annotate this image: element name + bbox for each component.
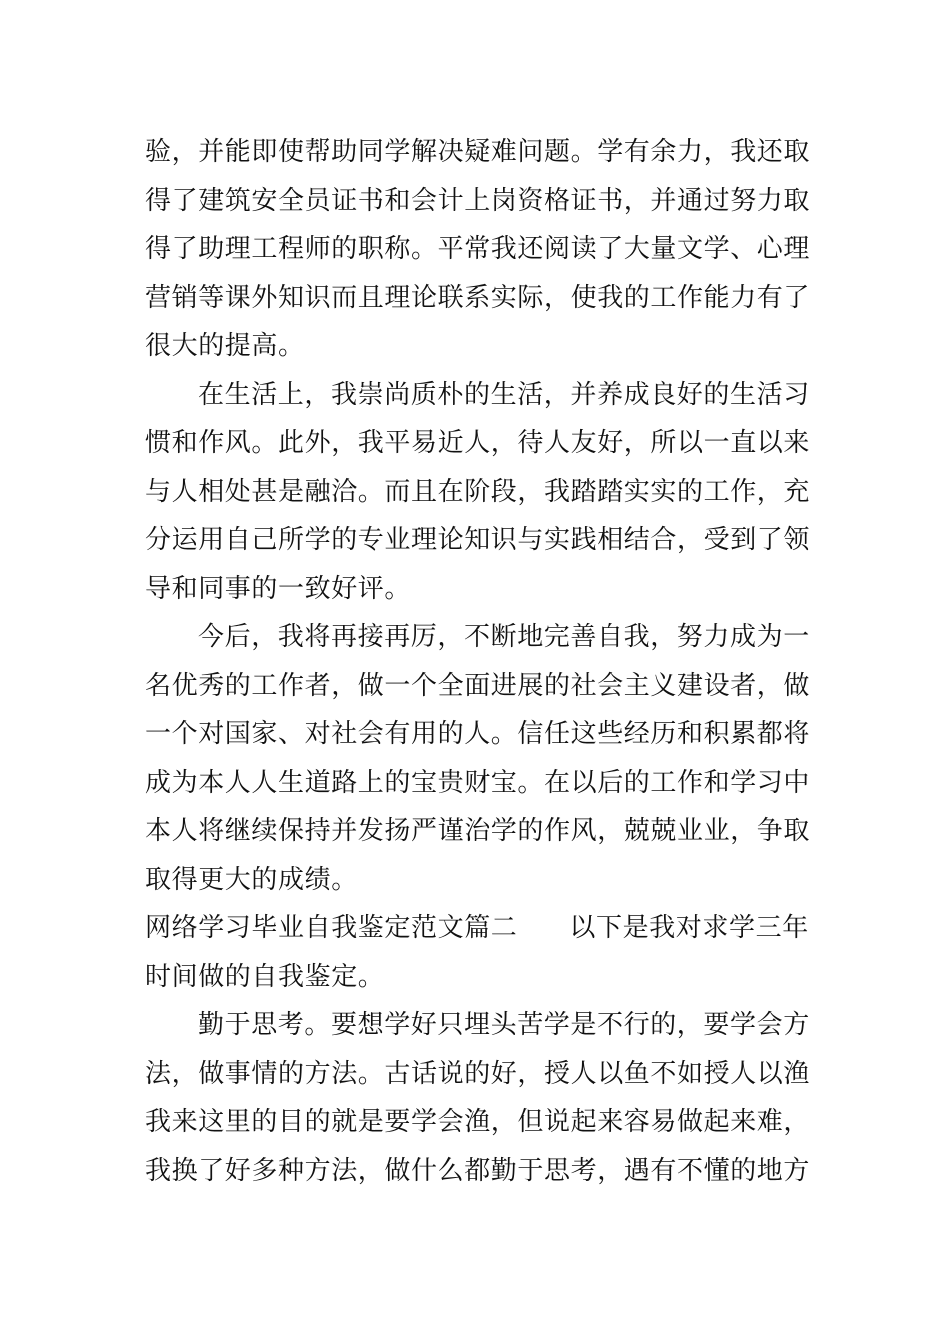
section-heading-line <box>145 904 809 953</box>
text-line: 时间做的自我鉴定。 <box>145 961 385 992</box>
text-line: 很大的提高。 <box>145 331 305 361</box>
text-line: 成为本人人生道路上的宝贵财宝。在以后的工作和学习中 <box>145 767 811 798</box>
document-body <box>145 128 811 1195</box>
section-intro: 以下是我对求学三年 <box>569 913 809 943</box>
text-line: 导和同事的一致好评。 <box>145 573 412 604</box>
section-heading: 网络学习毕业自我鉴定范文篇二 <box>145 913 518 943</box>
text-line: 我来这里的目的就是要学会渔，但说起来容易做起来难， <box>145 1107 811 1137</box>
text-line: 惯和作风。此外，我平易近人，待人友好，所以一直以来 <box>145 428 811 458</box>
text-line: 与人相处甚是融洽。而且在阶段，我踏踏实实的工作，充 <box>145 476 811 507</box>
text-line: 法，做事情的方法。古话说的好，授人以鱼不如授人以渔 <box>145 1058 811 1089</box>
paragraph-start-line: 在生活上，我崇尚质朴的生活，并养成良好的生活习 <box>198 379 810 410</box>
paragraph-start-line: 勤于思考。要想学好只埋头苦学是不行的，要学会方 <box>198 1010 810 1040</box>
text-line: 营销等课外知识而且理论联系实际，使我的工作能力有了 <box>145 282 811 313</box>
paragraph-start-line: 今后，我将再接再厉，不断地完善自我，努力成为一 <box>198 622 810 652</box>
text-line: 取得更大的成绩。 <box>145 864 358 895</box>
text-line: 得了建筑安全员证书和会计上岗资格证书，并通过努力取 <box>145 185 811 216</box>
text-line: 名优秀的工作者，做一个全面进展的社会主义建设者，做 <box>145 670 811 701</box>
text-line: 本人将继续保持并发扬严谨治学的作风，兢兢业业，争取 <box>145 816 811 846</box>
text-line: 分运用自己所学的专业理论知识与实践相结合，受到了领 <box>145 525 811 555</box>
text-line: 一个对国家、对社会有用的人。信任这些经历和积累都将 <box>145 719 811 749</box>
text-line: 验，并能即使帮助同学解决疑难问题。学有余力，我还取 <box>145 137 811 167</box>
text-line: 得了助理工程师的职称。平常我还阅读了大量文学、心理 <box>145 234 811 264</box>
text-line: 我换了好多种方法，做什么都勤于思考，遇有不懂的地方 <box>145 1155 811 1186</box>
